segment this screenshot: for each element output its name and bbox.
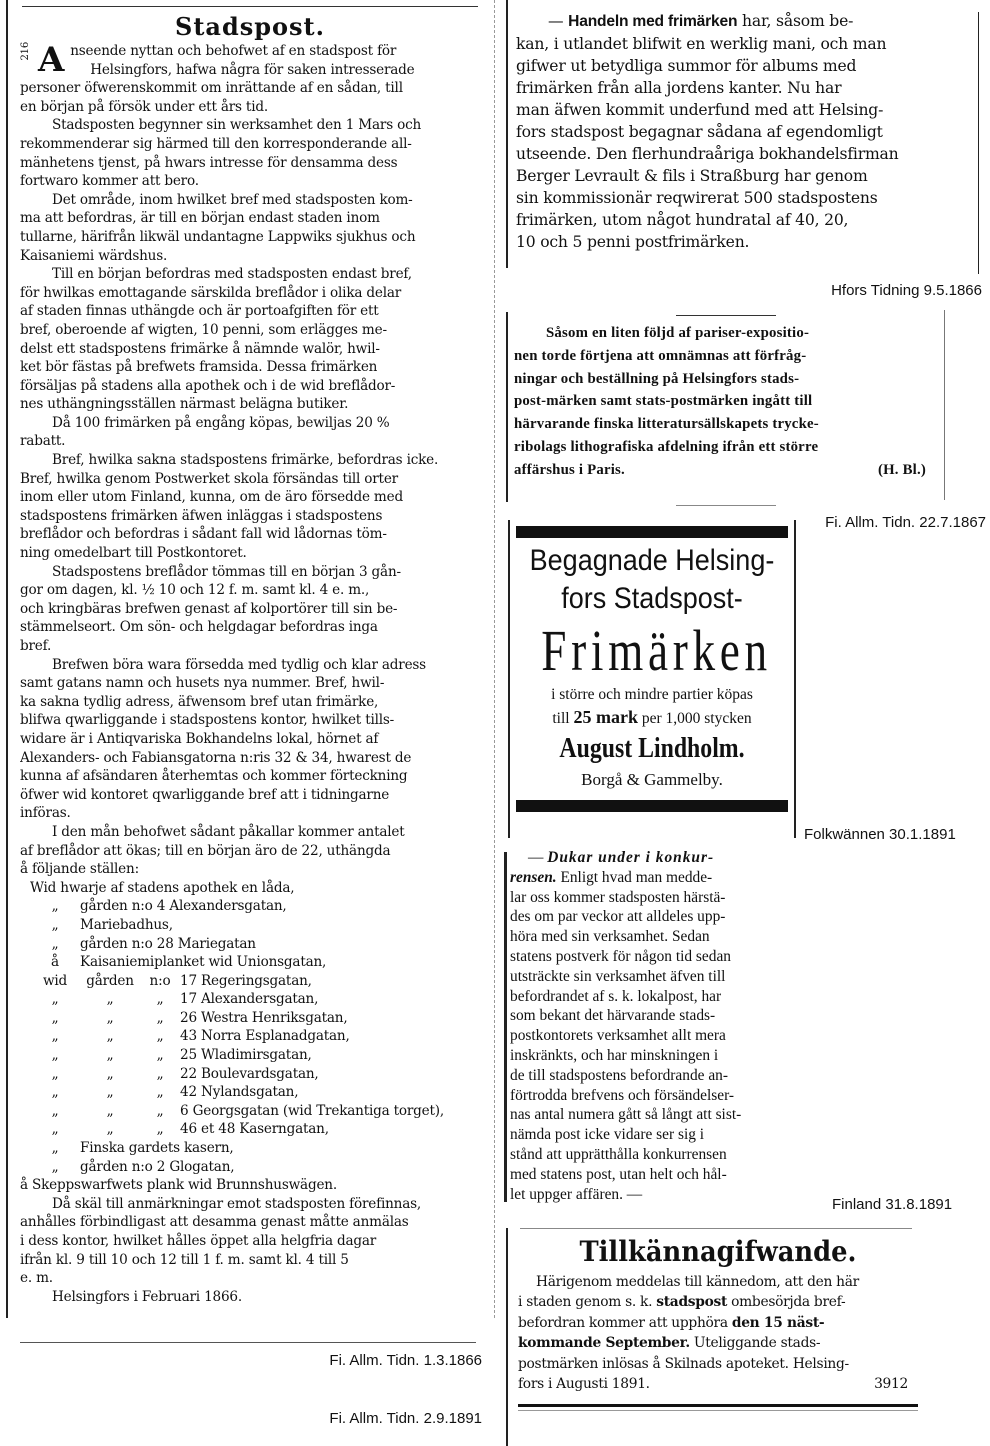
location-text: Finska gardets kasern, (80, 1140, 234, 1157)
text-line: i dess kontor, hwilket hålles öppet alla helgfria dagar (20, 1233, 377, 1249)
text-line (518, 1333, 918, 1353)
text-line: nas antal numera gått så långt att sist- (510, 1106, 742, 1124)
ditto-col: n:o (149, 972, 171, 989)
location-row (30, 1102, 480, 1121)
center-border-line-3 (506, 1228, 508, 1446)
ditto-mark: „ (106, 1065, 114, 1082)
article-stadspost-1866 (20, 8, 480, 1324)
text-line: postkontorets verksamhet allt mera (510, 1027, 726, 1045)
ditto-mark: „ (106, 1084, 114, 1101)
text-line (518, 1313, 918, 1333)
text-line: med statens post, utan helt och hål- (510, 1165, 727, 1183)
ditto-mark: „ (156, 1102, 164, 1119)
text-line: kunna af afsändaren återhemtas och kommer förteckning (20, 768, 408, 785)
article-dukar-under-i-konkurrensen (510, 848, 820, 1208)
text-line: för hwilkas emottagande särskilda breflådor i olika delar (20, 284, 402, 301)
lead-headline: Handeln med frimärken (568, 13, 738, 30)
text-line: som bekant det härvarande stads- (510, 1007, 716, 1025)
ditto-mark: „ (51, 1102, 59, 1119)
location-row (30, 1158, 480, 1177)
location-row (30, 935, 480, 954)
text-line: höra med sin verksamhet. Sedan (510, 928, 710, 946)
location-row (30, 1139, 480, 1158)
location-text: 17 Alexandersgatan, (180, 991, 319, 1008)
text-line: Såsom en liten följd af pariser-expositio- (546, 325, 810, 341)
text-line: nämda post icke vidare ser sig i (510, 1126, 705, 1144)
location-row (30, 990, 480, 1009)
text-line: utsträckte sin verksamhet äfven till (510, 967, 726, 985)
headline: rensen. (510, 868, 557, 886)
ad-number: 3912 (874, 1376, 908, 1393)
text: till (552, 710, 574, 727)
source-caption: Finland 31.8.1891 (832, 1196, 953, 1213)
text-line: ka sakna tydlig adress, äfwensom bref utan frimärke, (20, 693, 379, 710)
article-handeln-med-frimarken (516, 10, 982, 278)
signature: (H. Bl.) (877, 461, 926, 478)
short-rule (676, 505, 776, 506)
text-line: af breflådor att ökas; till en början äro de 22, uthängda (20, 842, 391, 859)
text-line: ifrån kl. 9 till 10 och 12 till 1 f. m. samt kl. 4 till 5 (20, 1251, 349, 1268)
text-line: Stadspostens breflådor tömmas till en början 3 gån- (52, 563, 401, 580)
source-caption: Fi. Allm. Tidn. 2.9.1891 (329, 1410, 482, 1427)
text-line (510, 868, 820, 888)
ad-text (510, 706, 794, 730)
signoff: Helsingfors i Februari 1866. (52, 1288, 242, 1305)
text-line: härvarande finska litteratursällskapets trycke- (514, 416, 819, 433)
text: i staden genom s. k. (518, 1294, 657, 1311)
lead-dash: — (548, 12, 564, 30)
text-line: öfwer wid kontoret qwarliggande bref att i tidningarne (20, 786, 390, 803)
text-line: en början på försök under ett års tid. (20, 98, 268, 115)
price: 25 mark (573, 707, 638, 727)
text-line: Då 100 frimärken på engång köpas, bewiljas 20 % (52, 414, 390, 431)
bold-text: den 15 näst- (731, 1314, 825, 1331)
ditto-mark: „ (51, 1009, 59, 1026)
text-line: Bref, hwilka sakna stadspostens frimärke, befordras icke. (52, 452, 439, 469)
location-text: 26 Westra Henriksgatan, (180, 1009, 348, 1026)
text-line: gor om dagen, kl. ½ 10 och 12 f. m. samt kl. 4 e. m., (20, 582, 370, 599)
text-line: frimärken, utom något hundratal af 40, 20, (516, 211, 849, 229)
ditto-mark: „ (51, 991, 59, 1008)
left-border-line (6, 0, 8, 1318)
bold-text: kommande September. (518, 1335, 690, 1352)
ad-advertiser: August Lindholm. (559, 733, 745, 764)
text-line (510, 848, 820, 868)
ad-headline-big: Frimärken (541, 618, 772, 683)
text-line: af staden finnas uthängde och är portoafgiften för ett (20, 303, 379, 320)
text-line: let uppger affären. — (510, 1185, 643, 1203)
location-text: 43 Norra Esplanadgatan, (180, 1028, 350, 1045)
text-line: mänhetens tjenst, på hwars intresse för densamma dess (20, 154, 398, 171)
text-line: tullarne, härifrån likwäl undantagne Lappwiks sjukhus och (20, 228, 416, 245)
text-line: lar oss kommer stadsposten härstä- (510, 888, 726, 906)
text-line: Bref, hwilka genom Postwerket skola försändas till orter (20, 470, 398, 487)
text-line: införas. (20, 805, 71, 822)
text-line: ma att befordras, är till en början endast staden inom (20, 210, 380, 227)
location-text: gården n:o 4 Alexandersgatan, (80, 898, 287, 915)
ad-headline: Begagnade Helsing- (529, 544, 775, 577)
mailbox-locations-list (20, 879, 480, 1177)
ad-headline: fors Stadspost- (561, 582, 743, 615)
text-line: rabatt. (20, 433, 66, 450)
prefix: å (51, 954, 59, 971)
location-text: 42 Nylandsgatan, (180, 1084, 299, 1101)
text-line: ningar och beställning på Helsingfors stads- (514, 370, 800, 387)
column-divider-dashed (494, 0, 496, 1318)
source-caption: Folkwännen 30.1.1891 (804, 826, 956, 843)
ditto-mark: „ (51, 1140, 59, 1157)
text-line: Brefwen böra wara försedda med tydlig och klar adress (52, 656, 426, 673)
article-title: Stadspost. (174, 12, 325, 41)
top-rule (22, 6, 478, 7)
ditto-mark: „ (156, 1028, 164, 1045)
location-text: 17 Regeringsgatan, (180, 972, 312, 989)
location-text: 6 Georgsgatan (wid Trekantiga torget), (180, 1102, 445, 1119)
text-line: fortwaro kommer att bero. (20, 173, 199, 190)
text-line: frimärken från alla jordens kanter. Nu har (516, 79, 842, 97)
text-line: och kringbäras brefwen genast af kolportörer till sin be- (20, 600, 398, 617)
location-row (30, 1065, 480, 1084)
ad-top-bar (516, 526, 788, 538)
location-text: gården n:o 2 Glogatan, (80, 1158, 235, 1175)
text-line: gifwer ut betydliga summor för albums med (516, 57, 857, 75)
bold-text: stadspost (656, 1294, 728, 1311)
ditto-mark: „ (106, 1102, 114, 1119)
text: per 1,000 stycken (637, 710, 752, 727)
text-line: breflådor och befordras i sådant fall wid lådornas töm- (20, 526, 387, 543)
text-line: fors stadspost begagnar sådana af egendomligt (516, 123, 883, 141)
text-line: utseende. Den flerhundraåriga bokhandelsfirman (516, 145, 899, 163)
location-text: Mariebadhus, (80, 916, 173, 933)
location-row (30, 1083, 480, 1102)
ad-text: i större och mindre partier köpas (551, 686, 753, 703)
text-line: bref. (20, 638, 52, 654)
text-line: inom eller utom Finland, kunna, om de äro försedde med (20, 489, 403, 506)
text: befordran kommer att upphöra (518, 1314, 732, 1331)
text-line: Det område, inom hwilket bref med stadsposten kom- (52, 191, 413, 208)
text-line: Till en början befordras med stadsposten endast bref, (52, 266, 412, 283)
source-caption: Fi. Allm. Tidn. 22.7.1867 (825, 514, 986, 531)
bottom-rule (20, 1342, 476, 1343)
text-line: inskränkts, och har minskningen i (510, 1046, 719, 1064)
text-line: widare är i Antiqvariska Bokhandelns lokal, hörnet af (20, 730, 379, 747)
ditto-mark: „ (156, 1009, 164, 1026)
text-line: personer öfwerenskommit om inrättande af en sådan, till (20, 80, 403, 97)
text-line: post-märken samt stats-postmärken ingått till (514, 393, 813, 410)
prefix: wid (42, 972, 68, 989)
location-row (30, 1046, 480, 1065)
location-row (30, 953, 480, 972)
text-line: sin kommissionär reqwirerat 500 stadspostens (516, 189, 878, 207)
ditto-col: gården (86, 972, 134, 989)
location-text: Kaisaniemiplanket wid Unionsgatan, (80, 954, 327, 971)
drop-cap: A (38, 42, 65, 80)
text-line: postmärken inlösas å Skilnads apoteket. Helsing- (518, 1355, 849, 1372)
text-line: des om par veckor att alldeles upp- (510, 908, 726, 926)
text-line: bref, oberoende af wigten, 10 penni, som erlägges me- (20, 321, 387, 338)
text-line: stadspostens frimärken äfwen inläggas i stadspostens (20, 507, 383, 524)
ditto-mark: „ (156, 991, 164, 1008)
ditto-mark: „ (51, 898, 59, 915)
ditto-mark: „ (51, 1121, 59, 1138)
ditto-mark: „ (156, 1065, 164, 1082)
ditto-mark: „ (51, 1084, 59, 1101)
text-line (514, 459, 946, 482)
center-border-line-2 (506, 312, 508, 502)
location-text: 25 Wladimirsgatan, (180, 1047, 312, 1064)
text-line: delst ett stadspostens frimärke å nämnde walör, hwil- (20, 340, 380, 357)
location-row (30, 879, 480, 898)
location-row (30, 1027, 480, 1046)
text-line: Då skäl till anmärkningar emot stadsposten förefinnas, (52, 1195, 422, 1212)
text-line: å Skeppswarfwets plank wid Brunnshuswägen. (20, 1177, 337, 1194)
short-rule (676, 315, 776, 316)
text-line: Härigenom meddelas till kännedom, att den här (536, 1274, 859, 1290)
text: affärshus i Paris. (514, 461, 625, 478)
text-line: försäljas på stadens alla apothek och i de wid breflådor- (20, 377, 396, 394)
text-line: ket bör fästas på brefwets framsida. Dessa frimärken (20, 359, 378, 376)
text-line: nen torde förtjena att omnämnas att förfråg- (514, 347, 807, 364)
text: Enligt hvad man medde- (556, 868, 713, 886)
location-text: 46 et 48 Kaserngatan, (180, 1121, 329, 1138)
ditto-mark: „ (106, 1047, 114, 1064)
text: ombesörjda bref- (727, 1294, 846, 1311)
bottom-double-rule (518, 1404, 918, 1407)
bottom-double-rule-thin (518, 1410, 918, 1411)
ad-location: Borgå & Gammelby. (581, 770, 723, 789)
text-line: Berger Levrault & fils i Straßburg har genom (516, 167, 868, 185)
ditto-mark: „ (51, 1158, 59, 1175)
lead-dash: — (528, 849, 544, 866)
notice-title: Tillkännagifwande. (579, 1235, 857, 1268)
text-line: stånd att upprätthålla konkurrensen (510, 1145, 727, 1163)
text-line: man äfwen kommit underfund med att Helsing- (516, 101, 884, 119)
text-line: rekommenderar sig härmed till den korresponderande all- (20, 135, 412, 152)
text-line (516, 10, 982, 33)
headline: Dukar under i konkur- (547, 849, 715, 866)
ditto-mark: „ (51, 916, 59, 933)
text-line: statens postverk för någon tid sedan (510, 947, 731, 965)
article-pariser-exposition (514, 322, 946, 510)
text-line: stämmelseort. Om sön- och helgdagar befordras inga (20, 619, 378, 636)
advertisement-lindholm (508, 520, 796, 838)
text: har, såsom be- (737, 12, 854, 30)
text-line: nseende nyttan och behofwet af en stadspost för (70, 43, 397, 59)
text: Uteliggande stads- (689, 1335, 821, 1352)
text-line: Stadsposten begynner sin werksamhet den 1 Mars och (52, 117, 422, 134)
text: fors i Augusti 1891. (518, 1376, 650, 1393)
text-line: befordrandet af s. k. lokalpost, har (510, 987, 722, 1005)
location-row (30, 1120, 480, 1139)
text-line: samt gatans namn och husets nya nummer. Bref, hwil- (20, 675, 385, 692)
text-line: 10 och 5 penni postfrimärken. (516, 233, 750, 251)
text-line: ribolags lithografiska afdelning ifrån ett större (514, 438, 819, 455)
source-caption: Fi. Allm. Tidn. 1.3.1866 (329, 1352, 482, 1369)
text-line (518, 1374, 918, 1394)
text-line: I den mån behofwet sådant påkallar kommer antalet (52, 823, 405, 840)
ditto-mark: „ (51, 1065, 59, 1082)
ditto-mark: „ (156, 1084, 164, 1101)
ditto-mark: „ (51, 1028, 59, 1045)
ditto-mark: „ (51, 935, 59, 952)
center-border-line (506, 0, 508, 268)
text-line: Helsingfors, hafwa några för saken intresserade (90, 61, 415, 78)
text-line: blifwa qwarliggande i stadspostens kontor, hwilket tills- (20, 712, 395, 729)
ad-bottom-bar (516, 800, 788, 812)
location-text: 22 Boulevardsgatan, (180, 1065, 319, 1082)
text-line (518, 1292, 918, 1312)
source-caption: Hfors Tidning 9.5.1866 (831, 282, 982, 299)
text-line: förtrodda brefvens och försändelser- (510, 1086, 735, 1104)
text-line: e. m. (20, 1270, 53, 1287)
text-line: Alexanders- och Fabiansgatorna n:ris 32 & 34, hwarest de (20, 749, 412, 766)
ditto-mark: „ (106, 1009, 114, 1026)
text-line: anhålles förbindligast att desamma genast måtte anmälas (20, 1214, 409, 1231)
text-line: nes uthängningsställen närmast belägna butiker. (20, 396, 349, 413)
text-line: å följande ställen: (20, 861, 139, 878)
text-line: kan, i utlandet blifwit en werklig mani, och man (516, 35, 887, 53)
opening-paragraph (20, 42, 480, 79)
ditto-mark: „ (106, 1028, 114, 1045)
ditto-mark: „ (51, 1047, 59, 1064)
text-line: ning omedelbart till Postkontoret. (20, 545, 247, 562)
left-border-dukar (504, 852, 507, 1202)
location-row (30, 897, 480, 916)
ditto-mark: „ (106, 1121, 114, 1138)
ditto-mark: „ (156, 1047, 164, 1064)
location-row (30, 972, 480, 991)
ditto-mark: „ (156, 1121, 164, 1138)
ditto-mark: „ (106, 991, 114, 1008)
location-row (30, 916, 480, 935)
article-tillkannagifwande (518, 1228, 918, 1438)
text-line: de till stadspostens befordrande an- (510, 1066, 728, 1084)
location-text: Wid hwarje af stadens apothek en låda, (30, 879, 295, 896)
text-line: Kaisaniemi wärdshus. (20, 247, 168, 264)
location-row (30, 1009, 480, 1028)
side-number: 216 (20, 42, 31, 61)
location-text: gården n:o 28 Mariegatan (80, 935, 256, 952)
